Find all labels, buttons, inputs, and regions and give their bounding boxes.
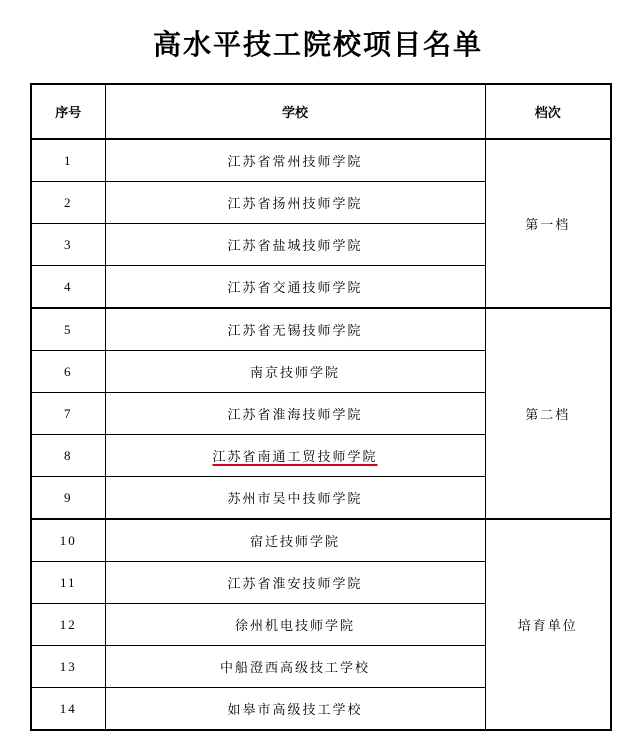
row-school: 江苏省扬州技师学院 xyxy=(105,182,485,224)
row-school: 江苏省常州技师学院 xyxy=(105,139,485,182)
highlighted-school-name: 江苏省南通工贸技师学院 xyxy=(212,450,378,465)
table-row xyxy=(31,519,611,562)
row-school: 江苏省交通技师学院 xyxy=(105,266,485,309)
row-seq: 6 xyxy=(31,351,105,393)
row-seq: 11 xyxy=(31,562,105,604)
table-row xyxy=(31,139,611,182)
row-school-highlighted xyxy=(105,435,485,477)
row-seq: 1 xyxy=(31,139,105,182)
row-school: 中船澄西高级技工学校 xyxy=(105,646,485,688)
row-school: 江苏省盐城技师学院 xyxy=(105,224,485,266)
table-row xyxy=(31,308,611,351)
tier-cell-1: 第一档 xyxy=(485,139,611,308)
row-school: 南京技师学院 xyxy=(105,351,485,393)
row-seq: 9 xyxy=(31,477,105,520)
row-school: 徐州机电技师学院 xyxy=(105,604,485,646)
row-seq: 7 xyxy=(31,393,105,435)
table-header-row xyxy=(31,84,611,139)
row-seq: 5 xyxy=(31,308,105,351)
row-school: 苏州市吴中技师学院 xyxy=(105,477,485,520)
tier-cell-2: 第二档 xyxy=(485,308,611,519)
row-school: 宿迁技师学院 xyxy=(105,519,485,562)
header-tier: 档次 xyxy=(485,84,611,139)
row-school: 江苏省无锡技师学院 xyxy=(105,308,485,351)
row-school: 江苏省淮海技师学院 xyxy=(105,393,485,435)
row-seq: 13 xyxy=(31,646,105,688)
row-seq: 10 xyxy=(31,519,105,562)
row-school: 如皋市高级技工学校 xyxy=(105,688,485,731)
row-seq: 2 xyxy=(31,182,105,224)
tier-cell-3: 培育单位 xyxy=(485,519,611,730)
school-list-table xyxy=(30,83,612,731)
row-seq: 3 xyxy=(31,224,105,266)
header-school: 学校 xyxy=(105,84,485,139)
header-seq: 序号 xyxy=(31,84,105,139)
row-seq: 14 xyxy=(31,688,105,731)
row-seq: 4 xyxy=(31,266,105,309)
page-title: 高水平技工院校项目名单 xyxy=(152,27,483,61)
row-seq: 12 xyxy=(31,604,105,646)
row-school: 江苏省淮安技师学院 xyxy=(105,562,485,604)
row-seq: 8 xyxy=(31,435,105,477)
